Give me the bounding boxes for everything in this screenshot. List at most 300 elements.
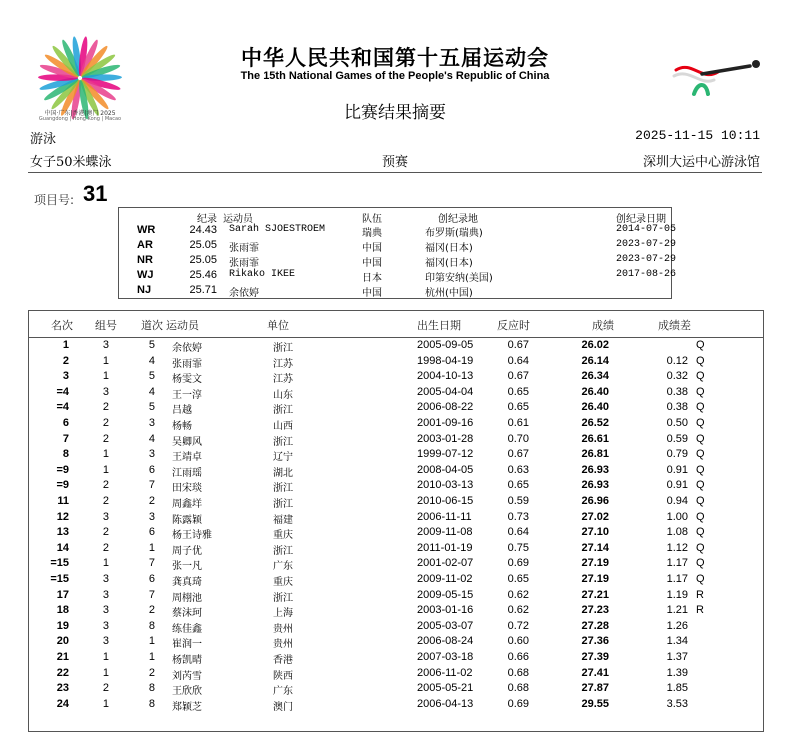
- result-unit: 上海: [273, 608, 293, 620]
- result-dob: 2005-03-07: [417, 619, 474, 632]
- result-heat: 3: [102, 588, 109, 601]
- result-unit: 浙江: [273, 499, 293, 510]
- result-reaction: 0.62: [507, 604, 529, 617]
- result-q: Q: [696, 463, 705, 476]
- result-unit: 辽宁: [273, 452, 293, 464]
- result-rank: =9: [56, 463, 69, 476]
- result-lane: 8: [148, 619, 155, 632]
- record-team: 中国: [362, 243, 382, 254]
- record-team: 瑞典: [362, 228, 382, 239]
- result-q: Q: [696, 370, 705, 383]
- result-diff: 0.38: [666, 401, 688, 414]
- result-lane: 6: [148, 526, 155, 539]
- result-heat: 3: [102, 573, 109, 585]
- result-unit: 浙江: [273, 343, 293, 354]
- result-dob: 2005-09-05: [417, 339, 474, 351]
- result-diff: 0.50: [666, 417, 688, 429]
- result-rank: 13: [56, 526, 69, 539]
- result-unit: 香港: [273, 655, 293, 666]
- sport-label: 游泳: [30, 132, 57, 147]
- result-rank: 18: [56, 604, 69, 617]
- result-heat: 2: [102, 495, 109, 507]
- result-time: 26.93: [581, 463, 609, 476]
- header-divider: [29, 337, 763, 338]
- record-date: 2023-07-29: [616, 239, 677, 250]
- result-dob: 2009-11-02: [417, 573, 473, 585]
- result-athlete: 杨王诗雅: [172, 530, 212, 542]
- result-row: [29, 355, 763, 370]
- result-dob: 2003-01-16: [417, 604, 474, 617]
- result-q: Q: [696, 479, 705, 492]
- record-time: 25.05: [189, 254, 217, 266]
- result-reaction: 0.69: [507, 697, 529, 710]
- result-rank: 12: [56, 510, 69, 523]
- result-heat: 1: [102, 651, 109, 663]
- result-dob: 2006-04-13: [417, 697, 474, 710]
- result-heat: 3: [102, 510, 109, 523]
- event-name: 女子50米蝶泳: [30, 155, 112, 170]
- result-time: 27.23: [581, 604, 609, 617]
- result-row: [29, 635, 763, 650]
- result-reaction: 0.68: [507, 682, 529, 695]
- record-date: 2023-07-29: [616, 254, 677, 265]
- result-row: [29, 433, 763, 448]
- result-dob: 2009-11-08: [417, 526, 473, 539]
- result-diff: 1.26: [666, 619, 688, 632]
- col-header-heat: 组号: [95, 319, 117, 332]
- col-header-dob: 出生日期: [417, 319, 461, 332]
- record-place: 杭州(中国): [425, 288, 473, 299]
- result-time: 26.52: [581, 417, 609, 429]
- result-athlete: 周子优: [172, 545, 202, 557]
- result-athlete: 江雨瑶: [172, 467, 202, 479]
- result-q: Q: [696, 354, 705, 367]
- result-heat: 1: [102, 370, 109, 383]
- result-reaction: 0.65: [507, 385, 529, 398]
- result-row: [29, 682, 763, 697]
- result-time: 26.14: [581, 354, 609, 367]
- result-q: R: [696, 604, 704, 617]
- result-reaction: 0.73: [507, 510, 529, 523]
- result-unit: 陕西: [273, 670, 293, 682]
- result-athlete: 刘芮雪: [172, 670, 202, 682]
- result-row: [29, 417, 763, 432]
- result-unit: 浙江: [273, 405, 293, 417]
- result-time: 26.81: [581, 448, 609, 461]
- record-athlete: Sarah SJOESTROEM: [229, 224, 326, 235]
- record-place: 印第安纳(美国): [425, 273, 493, 284]
- col-header-reaction: 反应时: [497, 319, 530, 332]
- result-dob: 2010-06-15: [417, 495, 474, 507]
- result-dob: 2004-10-13: [417, 370, 474, 383]
- result-dob: 2005-05-21: [417, 682, 474, 695]
- record-code: WJ: [137, 269, 154, 281]
- result-row: [29, 495, 763, 510]
- result-dob: 2007-03-18: [417, 651, 474, 663]
- result-unit: 湖北: [273, 467, 293, 479]
- result-lane: 1: [148, 541, 155, 554]
- result-rank: 7: [62, 432, 69, 445]
- record-time: 25.05: [189, 239, 217, 251]
- record-date: 2017-08-26: [616, 269, 677, 280]
- rec-header-date: 创纪录日期: [616, 214, 666, 225]
- result-lane: 4: [148, 385, 155, 398]
- result-athlete: 张雨霏: [172, 358, 202, 370]
- result-q: Q: [696, 401, 705, 414]
- col-header-diff: 成绩差: [658, 319, 691, 332]
- result-time: 27.41: [581, 666, 609, 679]
- result-athlete: 练佳鑫: [172, 623, 202, 635]
- games-title-cn: 中华人民共和国第十五届运动会: [241, 46, 549, 70]
- result-unit: 重庆: [273, 530, 293, 542]
- result-athlete: 吕越: [172, 405, 192, 417]
- result-rank: 3: [62, 370, 69, 383]
- result-row: [29, 620, 763, 635]
- result-time: 26.40: [581, 385, 609, 398]
- result-lane: 6: [148, 573, 155, 585]
- result-diff: 1.17: [666, 557, 688, 570]
- result-heat: 1: [102, 354, 109, 367]
- result-unit: 澳门: [273, 701, 293, 713]
- result-lane: 4: [148, 354, 155, 367]
- result-reaction: 0.64: [507, 354, 529, 367]
- result-rank: 20: [56, 635, 69, 648]
- result-reaction: 0.61: [507, 417, 529, 429]
- result-unit: 江苏: [273, 358, 293, 370]
- result-reaction: 0.70: [507, 432, 529, 445]
- logo-subtext: Guangdong | Hong Kong | Macao: [38, 116, 122, 122]
- result-athlete: 周鑫垟: [172, 499, 202, 510]
- result-athlete: 龚真琦: [172, 577, 202, 588]
- result-heat: 2: [102, 526, 109, 539]
- record-team: 中国: [362, 288, 382, 299]
- result-diff: 0.94: [666, 495, 688, 507]
- result-q: Q: [696, 573, 705, 585]
- result-lane: 1: [148, 635, 155, 648]
- result-rank: 24: [56, 697, 69, 710]
- result-unit: 贵州: [273, 623, 293, 635]
- result-rank: 11: [57, 495, 69, 507]
- records-table: [118, 207, 677, 299]
- result-reaction: 0.62: [507, 588, 529, 601]
- result-time: 27.39: [581, 651, 609, 663]
- result-reaction: 0.67: [507, 448, 529, 461]
- result-rank: 21: [56, 651, 69, 663]
- result-unit: 广东: [273, 686, 293, 698]
- result-time: 27.28: [581, 619, 609, 632]
- result-lane: 7: [148, 588, 155, 601]
- result-heat: 2: [102, 479, 109, 492]
- result-athlete: 田宋琰: [172, 483, 202, 495]
- result-reaction: 0.75: [507, 541, 529, 554]
- result-unit: 贵州: [273, 639, 293, 651]
- result-time: 26.34: [581, 370, 609, 383]
- result-heat: 3: [102, 604, 109, 617]
- result-row: [29, 698, 763, 713]
- result-time: 26.96: [581, 495, 609, 507]
- result-dob: 2006-08-22: [417, 401, 474, 414]
- result-unit: 广东: [273, 561, 293, 573]
- result-dob: 2008-04-05: [417, 463, 474, 476]
- result-dob: 1998-04-19: [417, 354, 474, 367]
- record-code: WR: [137, 224, 156, 236]
- result-rank: 8: [62, 448, 69, 461]
- result-diff: 0.91: [666, 479, 688, 492]
- result-time: 27.02: [581, 510, 609, 523]
- rec-header-place: 创纪录地: [438, 214, 478, 225]
- result-reaction: 0.65: [507, 573, 529, 585]
- col-header-lane: 道次: [141, 319, 163, 332]
- record-athlete: 张雨霏: [229, 258, 259, 269]
- document-title: 比赛结果摘要: [344, 103, 446, 123]
- result-diff: 0.79: [666, 448, 688, 461]
- result-rank: =4: [56, 385, 69, 398]
- result-row: [29, 542, 763, 557]
- result-rank: 6: [62, 417, 69, 429]
- result-lane: 6: [148, 463, 155, 476]
- result-reaction: 0.68: [507, 666, 529, 679]
- result-diff: 0.59: [666, 432, 688, 445]
- results-table: [28, 310, 764, 732]
- record-athlete: Rikako IKEE: [229, 269, 296, 280]
- result-athlete: 张一凡: [172, 561, 202, 573]
- result-lane: 4: [148, 432, 155, 445]
- result-athlete: 杨畅: [172, 421, 192, 432]
- result-rank: 17: [56, 588, 69, 601]
- result-q: Q: [696, 339, 705, 351]
- result-athlete: 王一淳: [172, 389, 202, 401]
- result-row: [29, 651, 763, 666]
- result-rank: 1: [62, 339, 69, 351]
- result-dob: 2001-09-16: [417, 417, 474, 429]
- record-date: 2014-07-05: [616, 224, 677, 235]
- result-dob: 2009-05-15: [417, 588, 474, 601]
- result-heat: 3: [102, 339, 109, 351]
- event-number-label: 项目号:: [34, 193, 75, 207]
- result-q: Q: [696, 541, 705, 554]
- result-lane: 5: [148, 370, 155, 383]
- games-title-en: The 15th National Games of the People's Republic of China: [240, 70, 550, 82]
- rec-header-athlete: 运动员: [223, 214, 253, 225]
- result-rank: 23: [56, 682, 69, 695]
- result-dob: 2006-11-11: [417, 510, 472, 523]
- result-row: [29, 573, 763, 588]
- record-athlete: 余依婷: [229, 288, 259, 299]
- col-header-time: 成绩: [592, 319, 614, 332]
- result-time: 27.10: [581, 526, 609, 539]
- result-lane: 3: [148, 448, 155, 461]
- result-time: 26.40: [581, 401, 609, 414]
- result-rank: 22: [56, 666, 69, 679]
- result-heat: 3: [102, 385, 109, 398]
- result-dob: 2010-03-13: [417, 479, 474, 492]
- result-heat: 1: [102, 666, 109, 679]
- record-place: 福冈(日本): [425, 258, 473, 269]
- result-time: 26.61: [581, 432, 609, 445]
- record-time: 25.46: [189, 269, 217, 281]
- result-reaction: 0.65: [507, 401, 529, 414]
- result-row: [29, 667, 763, 682]
- result-diff: 3.53: [666, 697, 688, 710]
- result-time: 27.36: [581, 635, 609, 648]
- result-heat: 1: [102, 697, 109, 710]
- result-heat: 2: [102, 417, 109, 429]
- result-diff: 1.37: [666, 651, 688, 663]
- result-row: [29, 589, 763, 604]
- result-q: Q: [696, 432, 705, 445]
- result-dob: 2003-01-28: [417, 432, 474, 445]
- result-reaction: 0.67: [507, 370, 529, 383]
- result-lane: 3: [148, 510, 155, 523]
- result-q: Q: [696, 495, 705, 507]
- col-header-rank: 名次: [51, 319, 73, 332]
- result-diff: 1.85: [666, 682, 688, 695]
- result-athlete: 吴卿风: [172, 436, 202, 448]
- result-time: 27.19: [581, 573, 609, 585]
- result-lane: 3: [148, 417, 155, 429]
- result-athlete: 王欣欣: [172, 686, 202, 698]
- result-dob: 2006-11-02: [417, 666, 473, 679]
- result-unit: 浙江: [273, 592, 293, 604]
- result-unit: 山东: [273, 389, 293, 401]
- result-heat: 3: [102, 619, 109, 632]
- result-time: 26.02: [581, 339, 609, 351]
- logo-text: 中国·广东|香港|澳门 2025: [44, 110, 116, 117]
- result-athlete: 杨雯文: [172, 374, 202, 386]
- result-heat: 2: [102, 682, 109, 695]
- result-row: [29, 526, 763, 541]
- result-diff: 1.17: [666, 573, 688, 585]
- record-team: 日本: [362, 273, 382, 284]
- event-number: 31: [83, 181, 108, 206]
- record-code: AR: [137, 239, 153, 251]
- result-lane: 2: [148, 604, 155, 617]
- result-q: Q: [696, 526, 705, 539]
- result-time: 29.55: [581, 697, 609, 710]
- result-rank: 14: [56, 541, 69, 554]
- result-diff: 1.21: [666, 604, 688, 617]
- venue: 深圳大运中心游泳馆: [642, 155, 760, 170]
- record-code: NR: [137, 254, 153, 266]
- result-rank: =4: [56, 401, 69, 414]
- result-unit: 江苏: [273, 374, 293, 386]
- result-diff: 1.19: [666, 588, 688, 601]
- result-lane: 1: [148, 651, 155, 663]
- result-row: [29, 604, 763, 619]
- result-row: [29, 464, 763, 479]
- result-reaction: 0.67: [507, 339, 529, 351]
- result-heat: 1: [102, 448, 109, 461]
- result-diff: 1.00: [666, 510, 688, 523]
- rec-header-record: 纪录: [197, 214, 217, 225]
- record-place: 福冈(日本): [425, 243, 473, 254]
- result-lane: 5: [148, 339, 155, 351]
- result-diff: 1.08: [666, 526, 688, 539]
- result-dob: 2005-04-04: [417, 385, 474, 398]
- result-unit: 浙江: [273, 436, 293, 448]
- result-q: Q: [696, 557, 705, 570]
- result-dob: 2006-08-24: [417, 635, 474, 648]
- col-header-unit: 单位: [267, 319, 289, 332]
- result-diff: 0.38: [666, 385, 688, 398]
- datetime: 2025-11-15 10:11: [635, 128, 760, 143]
- result-reaction: 0.66: [507, 651, 529, 663]
- record-code: NJ: [137, 284, 152, 296]
- result-time: 26.93: [581, 479, 609, 492]
- result-reaction: 0.60: [507, 635, 529, 648]
- result-rank: 19: [56, 619, 69, 632]
- result-row: [29, 557, 763, 572]
- result-diff: 0.12: [666, 354, 688, 367]
- result-athlete: 周栩池: [172, 592, 202, 604]
- result-q: R: [696, 588, 704, 601]
- result-athlete: 王靖卓: [172, 452, 202, 464]
- result-time: 27.87: [581, 682, 609, 695]
- result-lane: 8: [148, 697, 155, 710]
- record-place: 布罗斯(瑞典): [425, 228, 483, 239]
- result-athlete: 崔润一: [172, 639, 202, 651]
- result-diff: 1.34: [666, 635, 688, 648]
- result-row: [29, 401, 763, 416]
- result-reaction: 0.63: [507, 463, 529, 476]
- result-heat: 2: [102, 401, 109, 414]
- result-row: [29, 370, 763, 385]
- result-dob: 2001-02-07: [417, 557, 474, 570]
- result-heat: 2: [102, 541, 109, 554]
- result-unit: 山西: [273, 421, 293, 432]
- result-time: 27.19: [581, 557, 609, 570]
- result-heat: 1: [102, 463, 109, 476]
- result-athlete: 杨凯晴: [172, 655, 202, 666]
- result-lane: 8: [148, 682, 155, 695]
- result-reaction: 0.69: [507, 557, 529, 570]
- result-reaction: 0.59: [507, 495, 529, 507]
- result-diff: 1.39: [666, 666, 688, 679]
- result-row: [29, 479, 763, 494]
- result-reaction: 0.72: [507, 619, 529, 632]
- result-diff: 1.12: [666, 541, 688, 554]
- result-diff: 0.32: [666, 370, 688, 383]
- result-athlete: 余依婷: [172, 343, 202, 354]
- result-lane: 7: [148, 557, 155, 570]
- col-header-athlete: 运动员: [166, 319, 199, 332]
- result-dob: 1999-07-12: [417, 448, 474, 461]
- record-athlete: 张雨霏: [229, 243, 259, 254]
- result-rank: =15: [50, 557, 69, 570]
- result-athlete: 陈露颖: [172, 514, 202, 526]
- result-rank: 2: [62, 354, 69, 367]
- result-time: 27.21: [581, 588, 609, 601]
- phase: 预赛: [381, 155, 408, 170]
- result-unit: 福建: [273, 514, 293, 526]
- result-unit: 浙江: [273, 545, 293, 557]
- result-athlete: 郑颖芝: [172, 701, 202, 713]
- result-q: Q: [696, 417, 705, 429]
- result-athlete: 蔡沫珂: [172, 608, 202, 620]
- result-q: Q: [696, 448, 705, 461]
- result-dob: 2011-01-19: [417, 541, 473, 554]
- result-reaction: 0.65: [507, 479, 529, 492]
- divider: [28, 172, 762, 173]
- result-rank: =15: [50, 573, 69, 585]
- result-heat: 1: [102, 557, 109, 570]
- result-lane: 2: [148, 666, 155, 679]
- result-unit: 浙江: [273, 483, 293, 495]
- result-reaction: 0.64: [507, 526, 529, 539]
- record-time: 24.43: [189, 224, 217, 236]
- result-time: 27.14: [581, 541, 609, 554]
- result-rank: =9: [56, 479, 69, 492]
